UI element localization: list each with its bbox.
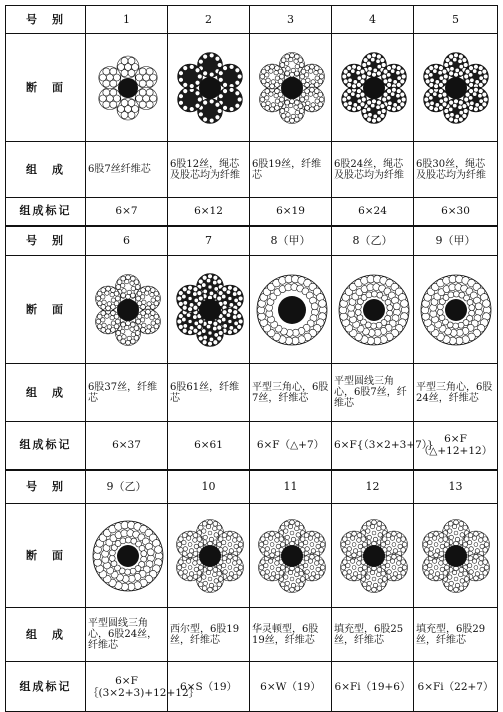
composition-row-label: 组 成 [6,608,86,662]
id-cell: 2 [168,6,250,34]
rope-filler-25-icon [334,516,411,596]
block-1-mark-row [6,198,498,226]
composition-cell: 6股12丝，绳芯及股芯均为纤维 [168,142,250,198]
id-cell: 3 [250,6,332,34]
composition-cell: 6股37丝，纤维芯 [86,364,168,422]
rope-6x61-icon [170,270,247,350]
cross-section-cell [332,504,414,608]
mark-cell: 6×W（19） [250,662,332,712]
rope-6x19-icon [252,48,329,128]
mark-cell: 6×19 [250,198,332,226]
id-cell: 7 [168,226,250,256]
id-cell: 8（甲） [250,226,332,256]
section-row-label: 断 面 [6,256,86,364]
composition-cell: 6股24丝，绳芯及股芯均为纤维 [332,142,414,198]
cross-section-cell [414,34,498,142]
id-cell: 5 [414,6,498,34]
block-3-composition-row [6,608,498,662]
id-row-label: 号 别 [6,226,86,256]
composition-row-label: 组 成 [6,142,86,198]
block-3-section-row [6,504,498,608]
composition-cell: 平型圆线三角心，6股24丝，纤维芯 [86,608,168,662]
block-1-section-row [6,34,498,142]
mark-cell: 6×F｛(3×2+3)+12+12｝ [86,662,168,712]
block-2-section-row [6,256,498,364]
block-2-mark-row [6,422,498,470]
rope-6x30-icon [416,48,495,128]
mark-cell: 6×61 [168,422,250,470]
composition-cell: 西尔型，6股19丝，纤维芯 [168,608,250,662]
cross-section-cell [414,504,498,608]
id-cell: 9（甲） [414,226,498,256]
rope-structure-table-page [5,5,497,712]
section-row-label: 断 面 [6,34,86,142]
cross-section-cell [168,256,250,364]
composition-row-label: 组 成 [6,364,86,422]
cross-section-cell [86,34,168,142]
block-1-id-row [6,6,498,34]
rope-warrington-icon [252,516,329,596]
mark-cell: 6×Fi（19+6） [332,662,414,712]
mark-cell: 6×F（△+7） [250,422,332,470]
rope-filler-29-icon [416,516,495,596]
composition-cell: 6股30丝，绳芯及股芯均为纤维 [414,142,498,198]
block-2-id-row [6,226,498,256]
cross-section-cell [86,504,168,608]
mark-cell: 6×7 [86,198,168,226]
id-cell: 10 [168,470,250,504]
id-cell: 4 [332,6,414,34]
rope-6x24-icon [334,48,411,128]
cross-section-cell [250,504,332,608]
id-cell: 12 [332,470,414,504]
composition-cell: 6股7丝纤维芯 [86,142,168,198]
id-cell: 8（乙） [332,226,414,256]
mark-cell: 6×24 [332,198,414,226]
mark-row-label: 组成标记 [6,198,86,226]
id-cell: 6 [86,226,168,256]
mark-cell: 6×37 [86,422,168,470]
rope-flat-round-triangle-icon [334,270,411,350]
block-1-composition-row [6,142,498,198]
id-cell: 11 [250,470,332,504]
cross-section-cell [86,256,168,364]
mark-cell: 6×F（△+12+12） [414,422,498,470]
composition-cell: 6股61丝，纤维芯 [168,364,250,422]
cross-section-cell [168,34,250,142]
rope-flat-triangle-icon [252,270,329,350]
composition-cell: 填充型，6股25丝，纤维芯 [332,608,414,662]
rope-structure-table [5,5,498,712]
cross-section-cell [332,34,414,142]
block-2-composition-row [6,364,498,422]
mark-cell: 6×12 [168,198,250,226]
mark-row-label: 组成标记 [6,662,86,712]
cross-section-cell [168,504,250,608]
rope-flat-triangle-24-icon [416,270,495,350]
cross-section-cell [414,256,498,364]
cross-section-cell [332,256,414,364]
composition-cell: 填充型，6股29丝，纤维芯 [414,608,498,662]
id-cell: 9（乙） [86,470,168,504]
composition-cell: 平型三角心，6股7丝，纤维芯 [250,364,332,422]
cross-section-cell [250,256,332,364]
id-row-label: 号 别 [6,470,86,504]
composition-cell: 6股19丝，纤维芯 [250,142,332,198]
id-cell: 13 [414,470,498,504]
block-3-id-row [6,470,498,504]
mark-cell: 6×Fi（22+7） [414,662,498,712]
cross-section-cell [250,34,332,142]
composition-cell: 华灵顿型，6股19丝，纤维芯 [250,608,332,662]
mark-cell: 6×F{（3×2+3+7）} [332,422,414,470]
rope-seale-icon [170,516,247,596]
block-3-mark-row [6,662,498,712]
id-row-label: 号 别 [6,6,86,34]
rope-flat-round-triangle-24-icon [88,516,165,596]
mark-cell: 6×S（19） [168,662,250,712]
mark-row-label: 组成标记 [6,422,86,470]
id-cell: 1 [86,6,168,34]
mark-cell: 6×30 [414,198,498,226]
composition-cell: 平型三角心，6股24丝，纤维芯 [414,364,498,422]
composition-cell: 平型圆线三角心，6股7丝，纤维芯 [332,364,414,422]
rope-6x12-icon [170,48,247,128]
rope-6x37-icon [88,270,165,350]
rope-6x7-icon [88,48,165,128]
section-row-label: 断 面 [6,504,86,608]
